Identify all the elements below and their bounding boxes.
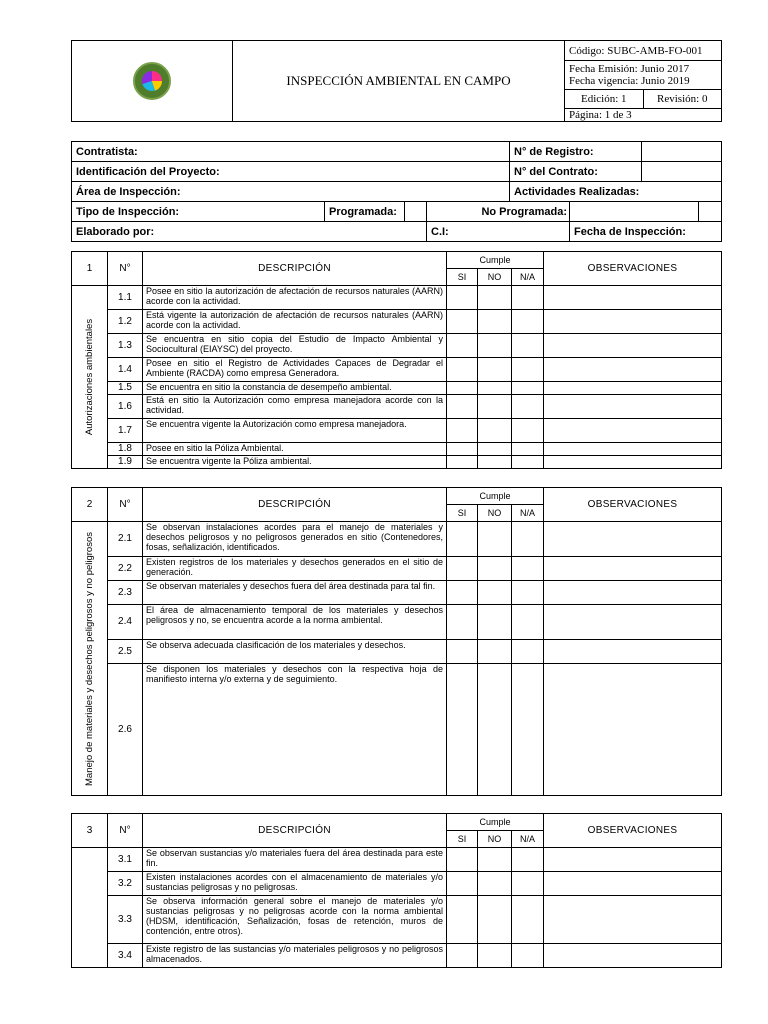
fecha-vigencia: Fecha vigencia: Junio 2019	[569, 75, 690, 87]
page-number: Página: 1 de 3	[565, 109, 722, 122]
col-cumple: Cumple	[447, 252, 544, 269]
item-number: 3.3	[108, 896, 143, 944]
no-cell[interactable]	[478, 872, 512, 896]
na-cell[interactable]	[512, 605, 544, 640]
item-number: 1.2	[108, 310, 143, 334]
col-no: NO	[478, 831, 512, 848]
col-descripcion: DESCRIPCIÓN	[143, 252, 447, 286]
item-number: 1.1	[108, 286, 143, 310]
no-cell[interactable]	[478, 334, 512, 358]
na-cell[interactable]	[512, 382, 544, 395]
si-cell[interactable]	[447, 382, 478, 395]
document-code: Código: SUBC-AMB-FO-001	[565, 41, 722, 61]
na-cell[interactable]	[512, 358, 544, 382]
item-number: 2.4	[108, 605, 143, 640]
no-cell[interactable]	[478, 605, 512, 640]
item-number: 2.1	[108, 522, 143, 557]
col-na: N/A	[512, 831, 544, 848]
programada-label: Programada:	[325, 202, 405, 222]
observaciones-cell[interactable]	[544, 358, 722, 382]
si-cell[interactable]	[447, 605, 478, 640]
no-programada-checkbox[interactable]	[699, 202, 722, 222]
col-descripcion: DESCRIPCIÓN	[143, 488, 447, 522]
programada-checkbox[interactable]	[405, 202, 427, 222]
na-cell[interactable]	[512, 944, 544, 968]
no-cell[interactable]	[478, 395, 512, 419]
item-number: 1.3	[108, 334, 143, 358]
si-cell[interactable]	[447, 872, 478, 896]
item-number: 2.6	[108, 664, 143, 796]
organization-logo	[133, 62, 171, 100]
item-description: Se observan instalaciones acordes para el manejo de materiales y desechos peligrosos y no peligrosos generados en sitio (Contenedores, fosas, señalización, identificados.	[143, 522, 447, 557]
elaborado-label: Elaborado por:	[72, 222, 427, 242]
no-cell[interactable]	[478, 664, 512, 796]
tipo-label: Tipo de Inspección:	[72, 202, 325, 222]
col-si: SI	[447, 269, 478, 286]
na-cell[interactable]	[512, 310, 544, 334]
col-no: NO	[478, 505, 512, 522]
item-description: Posee en sitio el Registro de Actividades Capaces de Degradar el Ambiente (RACDA) como empresa Generadora.	[143, 358, 447, 382]
area-label: Área de Inspección:	[72, 182, 510, 202]
no-cell[interactable]	[478, 443, 512, 456]
edition-cell	[565, 90, 722, 109]
item-description: Se encuentra en sitio la constancia de desempeño ambiental.	[143, 382, 447, 395]
item-description: Se observa información general sobre el manejo de materiales y/o sustancias peligrosas y no peligrosas acorde con la norma ambiental (HDSM, identificación, Señalización, fosas de retención, muros de contención, entre otros).	[143, 896, 447, 944]
registro-field[interactable]	[642, 142, 722, 162]
item-description: Se observa adecuada clasificación de los materiales y desechos.	[143, 640, 447, 664]
identificacion-label: Identificación del Proyecto:	[72, 162, 510, 182]
observaciones-cell[interactable]	[544, 310, 722, 334]
contrato-label: N° del Contrato:	[510, 162, 642, 182]
no-cell[interactable]	[478, 522, 512, 557]
item-number: 1.4	[108, 358, 143, 382]
si-cell[interactable]	[447, 664, 478, 796]
no-cell[interactable]	[478, 358, 512, 382]
document-dates	[565, 61, 722, 90]
col-n: N°	[108, 488, 143, 522]
col-na: N/A	[512, 269, 544, 286]
item-number: 3.1	[108, 848, 143, 872]
si-cell[interactable]	[447, 310, 478, 334]
si-cell[interactable]	[447, 581, 478, 605]
fecha-inspeccion-label: Fecha de Inspección:	[570, 222, 722, 242]
no-cell[interactable]	[478, 419, 512, 443]
si-cell[interactable]	[447, 443, 478, 456]
checklist-section-2	[71, 487, 722, 796]
no-cell[interactable]	[478, 286, 512, 310]
col-descripcion: DESCRIPCIÓN	[143, 814, 447, 848]
observaciones-cell[interactable]	[544, 896, 722, 944]
item-description: Posee en sitio la autorización de afectación de recursos naturales (AARN) acorde con la actividad.	[143, 286, 447, 310]
section-number: 2	[72, 488, 108, 522]
item-description: Se observan materiales y desechos fuera del área destinada para tal fin.	[143, 581, 447, 605]
no-cell[interactable]	[478, 557, 512, 581]
item-description: Existen registros de los materiales y desechos generados en el sitio de generación.	[143, 557, 447, 581]
section-number: 1	[72, 252, 108, 286]
na-cell[interactable]	[512, 522, 544, 557]
na-cell[interactable]	[512, 581, 544, 605]
col-cumple: Cumple	[447, 814, 544, 831]
fecha-emision: Fecha Emisión: Junio 2017	[569, 63, 690, 75]
no-cell[interactable]	[478, 456, 512, 469]
observaciones-cell[interactable]	[544, 848, 722, 872]
item-description: Se observan sustancias y/o materiales fuera del área destinada para este fin.	[143, 848, 447, 872]
item-description: Está vigente la autorización de afectación de recursos naturales (AARN) acorde con la actividad.	[143, 310, 447, 334]
si-cell[interactable]	[447, 334, 478, 358]
item-number: 1.9	[108, 456, 143, 469]
item-number: 2.5	[108, 640, 143, 664]
registro-label: N° de Registro:	[510, 142, 642, 162]
revision: Revisión: 0	[657, 93, 708, 105]
item-description: Se encuentra en sitio copia del Estudio de Impacto Ambiental y Sociocultural (EIAYSC) del proyecto.	[143, 334, 447, 358]
item-number: 1.8	[108, 443, 143, 456]
observaciones-cell[interactable]	[544, 605, 722, 640]
observaciones-cell[interactable]	[544, 581, 722, 605]
si-cell[interactable]	[447, 286, 478, 310]
col-si: SI	[447, 505, 478, 522]
observaciones-cell[interactable]	[544, 443, 722, 456]
observaciones-cell[interactable]	[544, 395, 722, 419]
item-description: Se encuentra vigente la Póliza ambiental.	[143, 456, 447, 469]
col-na: N/A	[512, 505, 544, 522]
observaciones-cell[interactable]	[544, 286, 722, 310]
section-number: 3	[72, 814, 108, 848]
item-number: 1.6	[108, 395, 143, 419]
no-cell[interactable]	[478, 310, 512, 334]
item-number: 3.4	[108, 944, 143, 968]
item-description: Se encuentra vigente la Autorización como empresa manejadora.	[143, 419, 447, 443]
observaciones-cell[interactable]	[544, 640, 722, 664]
inspection-info	[71, 141, 722, 242]
ci-label: C.I:	[427, 222, 570, 242]
no-cell[interactable]	[478, 848, 512, 872]
category-label: Autorizaciones ambientales	[72, 286, 108, 469]
col-n: N°	[108, 814, 143, 848]
item-description: El área de almacenamiento temporal de los materiales y desechos peligrosos y no, se encuentra acorde a la norma ambiental.	[143, 605, 447, 640]
na-cell[interactable]	[512, 848, 544, 872]
no-cell[interactable]	[478, 640, 512, 664]
na-cell[interactable]	[512, 557, 544, 581]
observaciones-cell[interactable]	[544, 456, 722, 469]
observaciones-cell[interactable]	[544, 382, 722, 395]
col-observaciones: OBSERVACIONES	[544, 252, 722, 286]
item-description: Existe registro de las sustancias y/o materiales peligrosos y no peligrosos almacenados.	[143, 944, 447, 968]
checklist-section-3	[71, 813, 722, 968]
category-label: Manejo de materiales y desechos peligrosos y no peligrosos	[72, 522, 108, 796]
col-observaciones: OBSERVACIONES	[544, 488, 722, 522]
item-description: Se disponen los materiales y desechos con la respectiva hoja de manifiesto interna y/o externa y de seguimiento.	[143, 664, 447, 796]
document-header	[71, 40, 722, 122]
na-cell[interactable]	[512, 395, 544, 419]
item-number: 2.2	[108, 557, 143, 581]
item-description: Posee en sitio la Póliza Ambiental.	[143, 443, 447, 456]
si-cell[interactable]	[447, 358, 478, 382]
si-cell[interactable]	[447, 456, 478, 469]
item-number: 1.5	[108, 382, 143, 395]
actividades-label: Actividades Realizadas:	[510, 182, 722, 202]
observaciones-cell[interactable]	[544, 944, 722, 968]
na-cell[interactable]	[512, 419, 544, 443]
item-number: 3.2	[108, 872, 143, 896]
observaciones-cell[interactable]	[544, 334, 722, 358]
document-title: INSPECCIÓN AMBIENTAL EN CAMPO	[233, 41, 565, 122]
si-cell[interactable]	[447, 896, 478, 944]
si-cell[interactable]	[447, 522, 478, 557]
no-cell[interactable]	[478, 944, 512, 968]
item-description: Existen instalaciones acordes con el almacenamiento de materiales y/o sustancias peligrosas y no peligrosas.	[143, 872, 447, 896]
si-cell[interactable]	[447, 944, 478, 968]
si-cell[interactable]	[447, 557, 478, 581]
item-number: 1.7	[108, 419, 143, 443]
no-cell[interactable]	[478, 896, 512, 944]
observaciones-cell[interactable]	[544, 664, 722, 796]
col-n: N°	[108, 252, 143, 286]
si-cell[interactable]	[447, 848, 478, 872]
no-cell[interactable]	[478, 382, 512, 395]
category-label	[72, 848, 108, 968]
contratista-label: Contratista:	[72, 142, 510, 162]
col-si: SI	[447, 831, 478, 848]
no-programada-label: No Programada:	[427, 202, 570, 222]
logo-cell	[72, 41, 233, 122]
na-cell[interactable]	[512, 286, 544, 310]
checklist-section-1	[71, 251, 722, 469]
na-cell[interactable]	[512, 443, 544, 456]
si-cell[interactable]	[447, 419, 478, 443]
si-cell[interactable]	[447, 395, 478, 419]
item-number: 2.3	[108, 581, 143, 605]
na-cell[interactable]	[512, 872, 544, 896]
na-cell[interactable]	[512, 456, 544, 469]
edicion: Edición: 1	[565, 90, 644, 108]
na-cell[interactable]	[512, 664, 544, 796]
na-cell[interactable]	[512, 334, 544, 358]
observaciones-cell[interactable]	[544, 872, 722, 896]
observaciones-cell[interactable]	[544, 557, 722, 581]
na-cell[interactable]	[512, 640, 544, 664]
si-cell[interactable]	[447, 640, 478, 664]
col-cumple: Cumple	[447, 488, 544, 505]
item-description: Está en sitio la Autorización como empresa manejadora acorde con la actividad.	[143, 395, 447, 419]
observaciones-cell[interactable]	[544, 522, 722, 557]
na-cell[interactable]	[512, 896, 544, 944]
observaciones-cell[interactable]	[544, 419, 722, 443]
col-observaciones: OBSERVACIONES	[544, 814, 722, 848]
col-no: NO	[478, 269, 512, 286]
contrato-field[interactable]	[642, 162, 722, 182]
no-cell[interactable]	[478, 581, 512, 605]
